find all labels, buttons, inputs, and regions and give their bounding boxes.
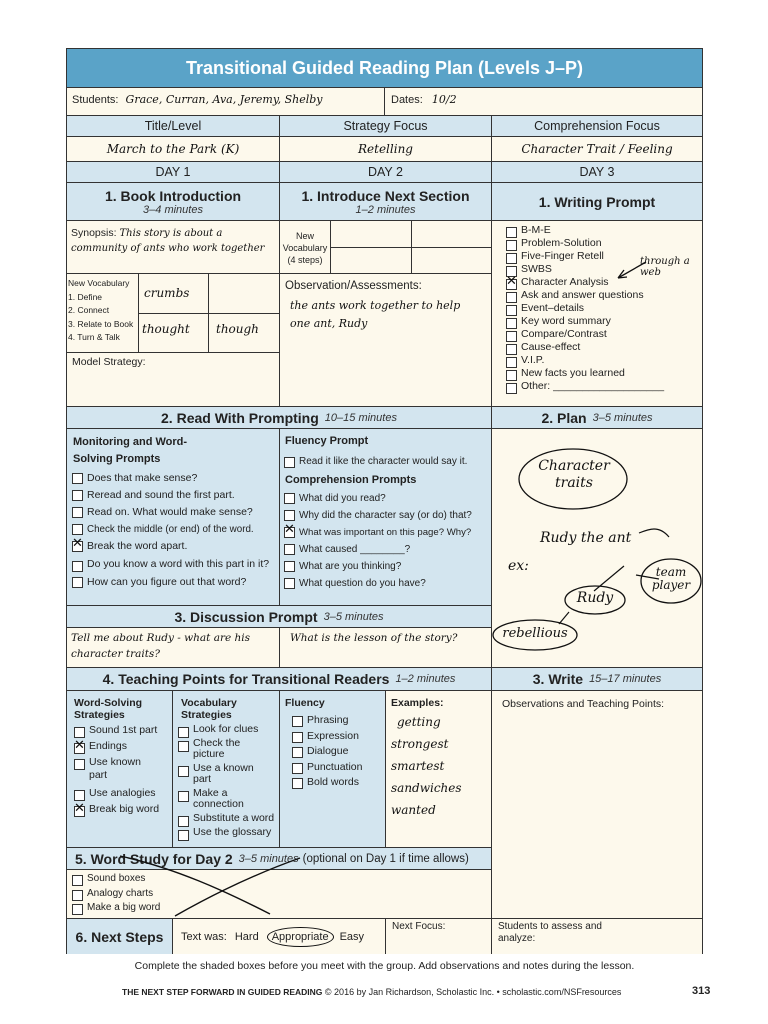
fluency-prompt-title: Fluency Prompt xyxy=(285,435,369,447)
mon-item-read-on[interactable]: Read on. What would make sense? xyxy=(72,504,276,521)
example-4: sandwiches xyxy=(391,781,462,795)
students-assess-cell xyxy=(491,918,702,954)
wp-item-problem-solution[interactable]: Problem-Solution xyxy=(506,237,696,250)
header-comprehension-focus-text: Comprehension Focus xyxy=(534,119,660,133)
day-2-new-vocab xyxy=(280,224,330,272)
wp-item-event-details[interactable]: Event–details xyxy=(506,302,696,315)
header-title-level xyxy=(67,116,279,137)
writing-prompt-title: 1. Writing Prompt xyxy=(538,193,656,210)
vocab-row-divider xyxy=(138,313,279,314)
mon-item-sense[interactable]: Does that make sense? xyxy=(72,470,276,487)
teaching-points-time: 1–2 minutes xyxy=(395,673,456,685)
students-assess-label: Students to assess and analyze: xyxy=(498,921,602,944)
teaching-points-title: 4. Teaching Points for Transitional Readers xyxy=(102,671,390,687)
plan-rebellious: rebellious xyxy=(502,626,568,641)
read-prompting-time: 10–15 minutes xyxy=(324,411,397,424)
read-prompting-title: 2. Read With Prompting xyxy=(161,409,319,426)
day-1-header xyxy=(67,162,279,183)
word-study-crossout xyxy=(115,846,315,918)
day-2-vocab-row xyxy=(330,247,491,248)
vs-title: Vocabulary Strategies xyxy=(181,697,237,722)
title-level-value xyxy=(67,137,279,162)
ws-item-break[interactable]: Break big word ✕ xyxy=(74,803,170,816)
wp-item-ask-answer[interactable]: Ask and answer questions xyxy=(506,289,696,302)
vocab-step-4: 4. Turn & Talk xyxy=(68,332,120,343)
wp-note: through a web xyxy=(640,256,690,278)
fl-item-expression[interactable]: Expression xyxy=(292,729,382,745)
intro-next-time: 1–2 minutes xyxy=(355,203,416,216)
ws-item-known[interactable]: Use known part xyxy=(74,756,149,782)
mon-item-check-middle[interactable]: Check the middle (or end) of the word. xyxy=(72,521,276,538)
wp-item-bme[interactable]: B-M-E xyxy=(506,224,696,237)
obs-value: the ants work together to help one ant, Rudy xyxy=(290,299,461,330)
plan-rudy: Rudy xyxy=(576,590,614,606)
cp-item-question[interactable]: What question do you have? xyxy=(284,575,490,592)
cp-item-what-read[interactable]: What did you read? xyxy=(284,490,490,507)
examples-list xyxy=(391,711,489,821)
ws-item-endings[interactable]: Endings ✕ xyxy=(74,740,170,753)
intro-next-header xyxy=(279,183,491,221)
students-field xyxy=(72,93,323,106)
new-vocab-label: New Vocabulary xyxy=(68,278,130,288)
day-2-new-vocab-3: (4 steps) xyxy=(287,255,323,266)
write-header xyxy=(491,667,702,691)
day-2-label: DAY 2 xyxy=(368,165,403,179)
day-3-label: DAY 3 xyxy=(579,165,615,179)
title-level-value-text: March to the Park (K) xyxy=(106,142,240,156)
write-title: 3. Write xyxy=(532,671,584,687)
ws-item-sound[interactable]: Sound 1st part xyxy=(74,724,170,737)
wp-item-other[interactable]: Other: ___________________ xyxy=(506,380,696,393)
comprehension-focus-value-text: Character Trait / Feeling xyxy=(521,142,673,156)
text-was-label: Text was: xyxy=(181,930,227,943)
intro-next-title: 1. Introduce Next Section xyxy=(301,187,470,204)
mon-item-figure-out[interactable]: How can you figure out that word? xyxy=(72,574,276,591)
example-1: getting xyxy=(397,715,441,729)
header-comprehension-focus xyxy=(491,116,702,137)
example-5: wanted xyxy=(391,803,436,817)
vs-item-substitute[interactable]: Substitute a word xyxy=(178,813,278,824)
new-vocab-steps xyxy=(68,277,138,345)
plan-header xyxy=(491,406,702,429)
plan-ex: ex: xyxy=(508,558,529,574)
teaching-points-header xyxy=(67,667,491,691)
comprehension-focus-value xyxy=(491,137,702,162)
fl-item-phrasing[interactable]: Phrasing xyxy=(292,713,382,729)
day-2-vocab-bottom xyxy=(279,273,491,274)
header-strategy-focus-text: Strategy Focus xyxy=(343,119,428,133)
next-focus-cell xyxy=(385,918,491,954)
students-label: Students: xyxy=(72,94,119,106)
wp-item-swbs[interactable]: SWBS xyxy=(506,263,696,276)
dates-field xyxy=(391,93,457,106)
vs-item-picture[interactable]: Check the picture xyxy=(178,738,253,760)
obs-label: Observation/Assessments: xyxy=(285,280,422,292)
wp-item-compare[interactable]: Compare/Contrast xyxy=(506,328,696,341)
discussion-header xyxy=(67,605,491,628)
dates-value: 10/2 xyxy=(431,93,457,106)
wp-item-five-finger[interactable]: Five-Finger Retell xyxy=(506,250,696,263)
vs-list xyxy=(178,724,278,838)
ws-title: Word-Solving Strategies xyxy=(74,697,143,722)
header-title-level-text: Title/Level xyxy=(144,119,202,133)
vs-item-clues[interactable]: Look for clues xyxy=(178,724,278,735)
page-title-text: Transitional Guided Reading Plan (Levels J–P) xyxy=(185,57,584,78)
plan-title: 2. Plan xyxy=(541,409,587,426)
vocab-step-2: 2. Connect xyxy=(68,305,110,316)
book-intro-time: 3–4 minutes xyxy=(143,203,203,216)
text-was-hard[interactable]: Hard xyxy=(234,930,259,943)
book-intro-header xyxy=(67,183,279,221)
comp-prompts-title: Comprehension Prompts xyxy=(285,474,417,486)
next-steps-title: 6. Next Steps xyxy=(75,928,164,945)
dates-label: Dates: xyxy=(391,94,423,106)
example-2: strongest xyxy=(391,737,449,751)
ws-item-analogies[interactable]: Use analogies xyxy=(74,787,170,800)
ws2-item-sound-boxes[interactable]: Sound boxes xyxy=(72,872,222,887)
day-2-header xyxy=(279,162,491,183)
example-3: smartest xyxy=(391,759,445,773)
fp-item-character[interactable]: Read it like the character would say it. xyxy=(284,454,488,470)
discussion-right-text: What is the lesson of the story? xyxy=(290,632,458,644)
vs-item-known[interactable]: Use a known part xyxy=(178,763,263,785)
header-strategy-focus xyxy=(279,116,491,137)
vocab-word-1: crumbs xyxy=(144,286,190,300)
strategy-focus-value-text: Retelling xyxy=(358,142,413,156)
wp-item-new-facts[interactable]: New facts you learned xyxy=(506,367,696,380)
vocab-step-1: 1. Define xyxy=(68,291,103,302)
day-2-new-vocab-2: Vocabulary xyxy=(282,242,328,253)
writing-prompt-list xyxy=(506,224,696,393)
plan-time: 3–5 minutes xyxy=(592,411,653,424)
cp-item-important[interactable]: What was important on this page? Why? ✕ xyxy=(284,524,490,541)
fl-item-punctuation[interactable]: Punctuation xyxy=(292,760,382,776)
book-intro-title: 1. Book Introduction xyxy=(104,187,242,204)
monitoring-list xyxy=(72,470,276,591)
mon-item-break[interactable]: Break the word apart. ✕ xyxy=(72,538,276,555)
write-panel xyxy=(491,691,702,918)
vs-item-glossary[interactable]: Use the glossary xyxy=(178,827,278,838)
text-was-cell xyxy=(172,918,385,954)
day-2-new-vocab-1: New xyxy=(295,230,314,241)
wp-note-arrow xyxy=(612,258,648,284)
text-was-appropriate[interactable]: Appropriate xyxy=(267,927,334,947)
vs-item-connection[interactable]: Make a connection xyxy=(178,788,263,810)
vocab-step-3: 3. Relate to Book xyxy=(68,318,134,329)
plan-web-center: Character traits xyxy=(538,458,610,491)
next-focus-label: Next Focus: xyxy=(392,921,446,932)
ws-list xyxy=(74,724,170,816)
day-1-label: DAY 1 xyxy=(155,165,191,179)
write-note: Observations and Teaching Points: xyxy=(502,698,665,710)
fl-item-bold[interactable]: Bold words xyxy=(292,775,382,791)
footer-credit-line xyxy=(122,987,621,997)
fl-list xyxy=(292,713,382,791)
synopsis-label: Synopsis: xyxy=(71,227,117,239)
strategy-focus-value xyxy=(279,137,491,162)
wp-item-cause-effect[interactable]: Cause-effect xyxy=(506,341,696,354)
dates-divider xyxy=(384,87,385,116)
writing-prompt-header xyxy=(491,183,702,221)
vocab-word-4: though xyxy=(216,322,259,336)
ws2-item-analogy[interactable]: Analogy charts xyxy=(72,887,222,902)
word-study-note: (optional on Day 1 if time allows) xyxy=(302,852,469,865)
model-strategy-label: Model Strategy: xyxy=(72,356,146,368)
footer-note: Complete the shaded boxes before you meet with the group. Add observations and notes during the lesson. xyxy=(134,960,635,972)
cp-item-caused[interactable]: What caused ________? xyxy=(284,541,490,558)
ws2-item-big-word[interactable]: Make a big word xyxy=(72,901,222,916)
discussion-left-text: Tell me about Rudy - what are his character traits? xyxy=(71,632,251,661)
plan-team: team player xyxy=(651,565,691,593)
word-study-title: 5. Word Study for Day 2 xyxy=(75,850,233,867)
mon-item-know-word[interactable]: Do you know a word with this part in it? xyxy=(72,558,276,570)
page-number: 313 xyxy=(692,985,711,997)
cp-item-thinking[interactable]: What are you thinking? xyxy=(284,558,490,575)
vocab-word-3: thought xyxy=(142,322,190,336)
discussion-time: 3–5 minutes xyxy=(323,610,384,623)
monitoring-title: Monitoring and Word-Solving Prompts xyxy=(73,436,188,465)
plan-line: Rudy the ant xyxy=(540,530,632,546)
fl-item-dialogue[interactable]: Dialogue xyxy=(292,744,382,760)
footer-credit: © 2016 by Jan Richardson, Scholastic Inc. • scholastic.com/NSFresources xyxy=(324,987,622,997)
discussion-title: 3. Discussion Prompt xyxy=(174,608,318,625)
page-title xyxy=(67,49,702,87)
wp-item-key-word[interactable]: Key word summary xyxy=(506,315,696,328)
text-was-easy[interactable]: Easy xyxy=(339,930,365,943)
cp-item-why-character[interactable]: Why did the character say (or do) that? xyxy=(284,507,490,524)
comp-prompts-list xyxy=(284,490,490,592)
fl-title: Fluency xyxy=(285,697,325,709)
fluency-prompt-list xyxy=(284,454,488,470)
day-3-header xyxy=(491,162,702,183)
write-time: 15–17 minutes xyxy=(589,673,662,685)
examples-title: Examples: xyxy=(391,697,444,709)
synopsis-value: This story is about a community of ants who work together xyxy=(71,228,265,254)
read-prompting-header xyxy=(67,406,491,429)
students-value: Grace, Curran, Ava, Jeremy, Shelby xyxy=(125,93,323,106)
wp-item-vip[interactable]: V.I.P. xyxy=(506,354,696,367)
next-steps-header xyxy=(67,918,172,954)
mon-item-reread[interactable]: Reread and sound the first part. xyxy=(72,487,276,504)
footer-book: THE NEXT STEP FORWARD IN GUIDED READING xyxy=(122,987,323,997)
word-study-time: 3–5 minutes xyxy=(238,852,299,865)
wp-item-character-analysis[interactable]: Character Analysis ✕ xyxy=(506,276,696,289)
synopsis xyxy=(71,226,275,255)
